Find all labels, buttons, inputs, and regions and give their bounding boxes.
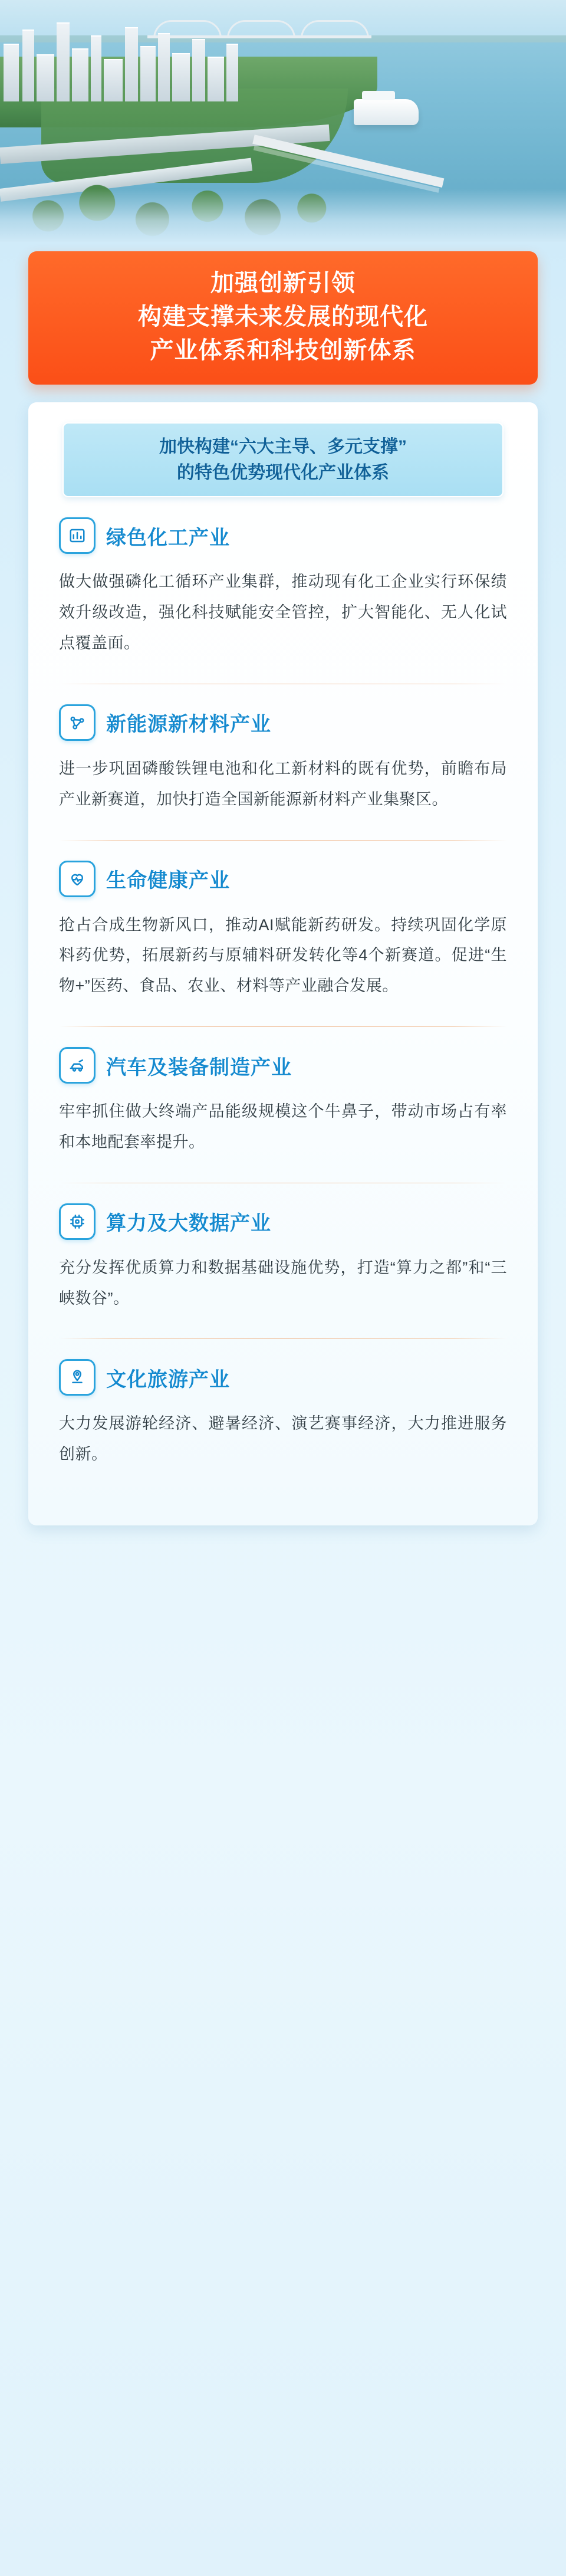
- item-header: [59, 704, 507, 741]
- industry-item-computing-bigdata: [28, 1183, 538, 1319]
- title-banner-wrapper: [28, 251, 538, 385]
- industry-item-new-energy-materials: [28, 684, 538, 820]
- industry-item-life-health: [28, 841, 538, 1006]
- bridge-arch: [301, 20, 369, 38]
- molecule-icon: [59, 704, 96, 741]
- title-banner: [28, 251, 538, 385]
- item-header: [59, 517, 507, 554]
- hero-fade-overlay: [0, 189, 566, 242]
- item-header: [59, 1203, 507, 1240]
- city-skyline: [0, 13, 254, 101]
- item-title: 新能源新材料产业: [106, 713, 271, 736]
- item-body: 充分发挥优质算力和数据基础设施优势，打造“算力之都”和“三峡数谷”。: [59, 1258, 507, 1307]
- car-manufacturing-icon: [59, 1047, 96, 1084]
- industry-item-auto-equipment: [28, 1027, 538, 1163]
- section-subheading: [62, 422, 504, 497]
- industry-item-green-chemical: [28, 497, 538, 663]
- landmark-tourism-icon: [59, 1359, 96, 1396]
- content-card: [28, 402, 538, 1525]
- title-line-2: 构建支撑未来发展的现代化: [138, 303, 428, 330]
- cpu-chip-icon: [59, 1203, 96, 1240]
- industry-item-culture-tourism: [28, 1339, 538, 1475]
- item-title: 生命健康产业: [106, 869, 230, 892]
- heart-pulse-icon: [59, 861, 96, 897]
- title-line-3: 产业体系和科技创新体系: [150, 337, 416, 363]
- item-title: 汽车及装备制造产业: [106, 1056, 292, 1079]
- subheading-line-2: 的特色优势现代化产业体系: [177, 462, 389, 483]
- item-body: 大力发展游轮经济、避暑经济、演艺赛事经济，大力推进服务创新。: [59, 1415, 507, 1463]
- factory-chart-icon: [59, 517, 96, 554]
- card-tail-space: [28, 1475, 538, 1490]
- item-body: 牢牢抓住做大终端产品能级规模这个牛鼻子，带动市场占有率和本地配套率提升。: [59, 1102, 507, 1151]
- item-body: 做大做强磷化工循环产业集群，推动现有化工企业实行环保绩效升级改造，强化科技赋能安全管控，扩大智能化、无人化试点覆盖面。: [59, 573, 507, 652]
- item-title: 文化旅游产业: [106, 1368, 230, 1391]
- item-body: 进一步巩固磷酸铁锂电池和化工新材料的既有优势，前瞻布局产业新赛道，加快打造全国新能源新材料产业集聚区。: [59, 759, 507, 808]
- title-line-1: 加强创新引领: [210, 270, 356, 296]
- item-body: 抢占合成生物新风口，推动AI赋能新药研发。持续巩固化学原料药优势，拓展新药与原辅料研发转化等4个新赛道。促进“生物+”医药、食品、农业、材料等产业融合发展。: [59, 915, 507, 995]
- item-header: [59, 861, 507, 897]
- item-header: [59, 1047, 507, 1084]
- subheading-line-1: 加快构建“六大主导、多元支撑”: [159, 437, 407, 457]
- ferry-boat: [354, 99, 419, 125]
- item-title: 算力及大数据产业: [106, 1212, 271, 1235]
- item-title: 绿色化工产业: [106, 526, 230, 549]
- item-header: [59, 1359, 507, 1396]
- hero-photo: [0, 0, 566, 242]
